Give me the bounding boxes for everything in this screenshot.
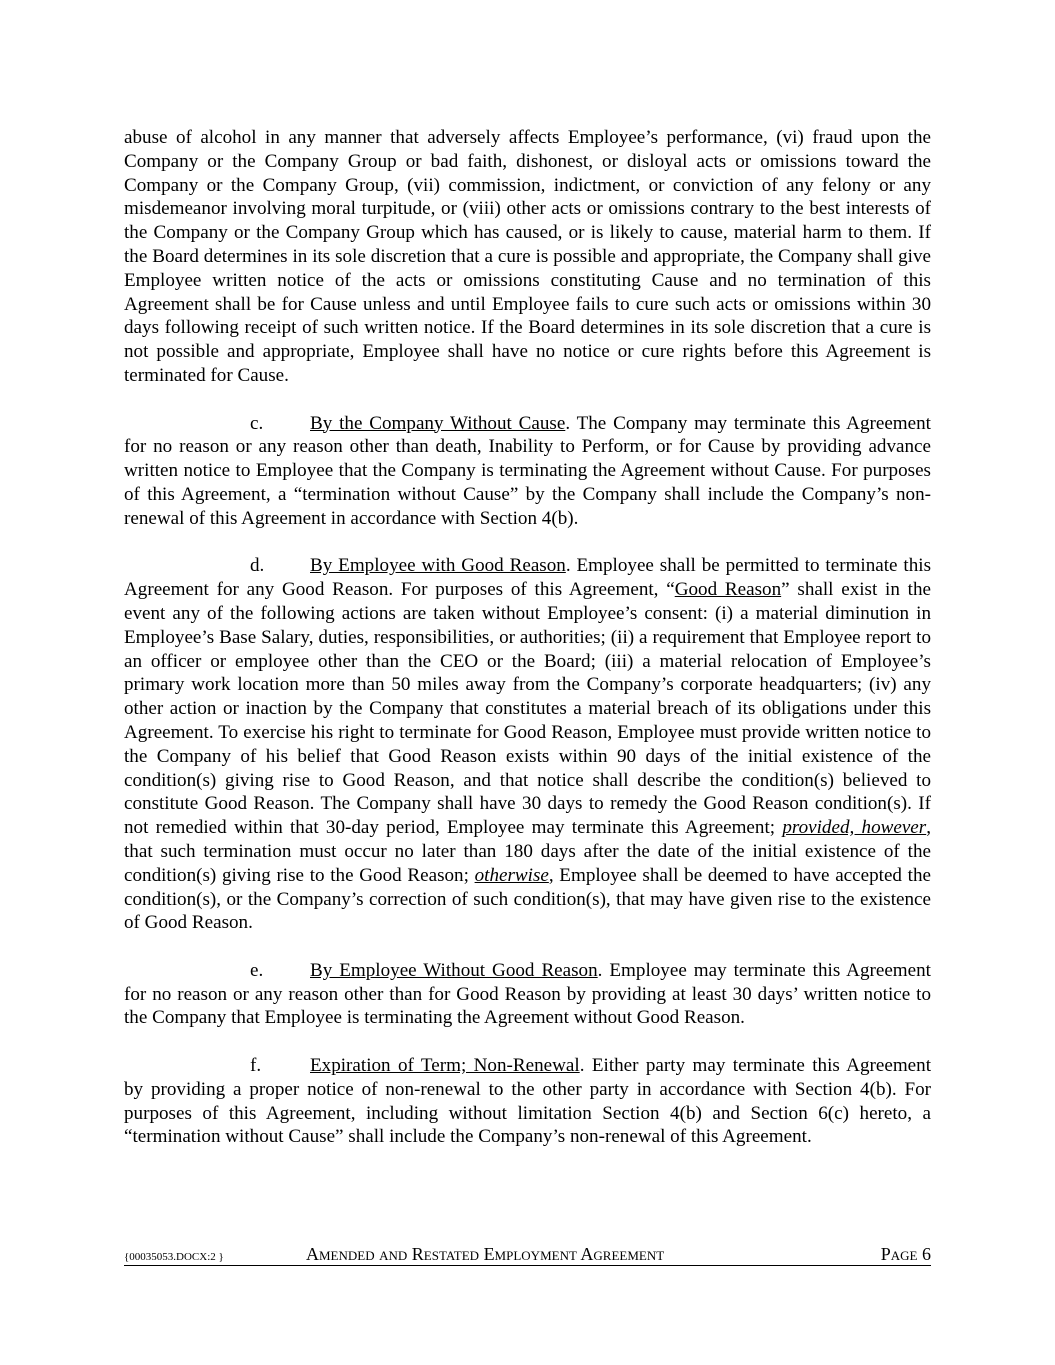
section-e-marker: e.: [250, 959, 264, 981]
section-d-text-2: ” shall exist in the event any of the following actions are taken without Employee’s consent: (i) a material diminution in Employee’s Base Salary, duties, responsibilities, or authorities; (ii) a requirement that Employee report to an officer or employee other than the CEO or the Board; (iii) a material relocation of Employee’s primary work location more than 50 miles away from the Company’s corporate headquarters; (iv) any other action or inaction by the Company that constitutes a material breach of its obligations under this Agreement. To exercise his right to terminate for Good Reason, Employee must provide written notice to the Company of his belief that Good Reason exists within 90 days of the initial existence of the condition(s) giving rise to Good Reason, and that notice shall describe the condition(s) believed to constitute Good Reason. The Company shall have 30 days to remedy the Good Reason condition(s). If not remedied within that 30-day period, Employee may terminate this Agreement;: [124, 579, 932, 839]
section-d-text-4: , Employee shall be deemed to have accepted the condition(s), or the Company’s correction of such condition(s), that may have given rise to the existence of Good Reason.: [124, 864, 931, 934]
paragraph-cause-continued: abuse of alcohol in any manner that adversely affects Employee’s performance, (vi) fraud upon the Company or the Company Group or bad faith, dishonest, or disloyal acts or omissions toward the Company or the Company Group, (vii) commission, indictment, or conviction of any felony or any misdemeanor involving moral turpitude, or (viii) other acts or omissions contrary to the best interests of the Company or the Company Group which has caused, or is likely to cause, material harm to them. If the Board determines in its sole discretion that a cure is possible and appropriate, the Company shall give Employee written notice of the acts or omissions constituting Cause and no termination of this Agreement shall be for Cause unless and until Employee fails to cure such acts or omissions within 30 days following receipt of such written notice. If the Board determines in its sole discretion that a cure is not possible and appropriate, Employee shall have no notice or cure rights before this Agreement is terminated for Cause.: [124, 127, 931, 386]
section-f-text: . Either party may terminate this Agreement by providing a proper notice of non-renewal to the other party in accordance with Section 4(b). For purposes of this Agreement, including without limitation Section 4(b) and Section 6(c) hereto, a “termination without Cause” shall include the Company’s non-renewal of this Agreement.: [124, 1055, 931, 1148]
section-c-heading: By the Company Without Cause: [310, 412, 566, 434]
provided-however: provided, however: [782, 817, 927, 839]
defined-term-good-reason: Good Reason: [674, 579, 782, 601]
section-c-text: . The Company may terminate this Agreement for no reason or any reason other than death, Inability to Perform, or for Cause by providing advance written notice to Employee that the Company is terminating the Agreement without Cause. For purposes of this Agreement, a “termination without Cause” by the Company shall include the Company’s non-renewal of this Agreement in accordance with Section 4(b).: [124, 412, 931, 529]
document-body: [124, 126, 931, 1149]
section-d: [124, 554, 931, 935]
section-d-text-3: , that such termination must occur no later than 180 days after the date of the initial existence of the condition(s) giving rise to the Good Reason;: [124, 817, 931, 886]
section-c: [124, 412, 931, 531]
section-f: [124, 1054, 931, 1149]
section-d-marker: d.: [250, 555, 265, 577]
section-c-marker: c.: [250, 412, 264, 434]
section-f-marker: f.: [250, 1055, 262, 1077]
section-e-text: . Employee may terminate this Agreement for no reason or any reason other than for Good Reason by providing at least 30 days’ written notice to the Company that Employee is terminating the Agreement without Good Reason.: [124, 959, 931, 1029]
footer-page-number: Page 6: [880, 1244, 931, 1264]
page-footer: [124, 1243, 931, 1266]
section-d-text-1: . Employee shall be permitted to terminate this Agreement for any Good Reason. For purposes of this Agreement, “: [124, 555, 931, 601]
footer-title: Amended and Restated Employment Agreement: [306, 1244, 665, 1264]
section-f-heading: Expiration of Term; Non-Renewal: [310, 1055, 580, 1077]
section-e: [124, 959, 931, 1030]
otherwise: otherwise: [474, 864, 549, 886]
section-d-heading: By Employee with Good Reason: [310, 555, 566, 577]
section-e-heading: By Employee Without Good Reason: [310, 959, 598, 981]
footer-doc-id: {00035053.DOCX:2 }: [124, 1251, 224, 1263]
